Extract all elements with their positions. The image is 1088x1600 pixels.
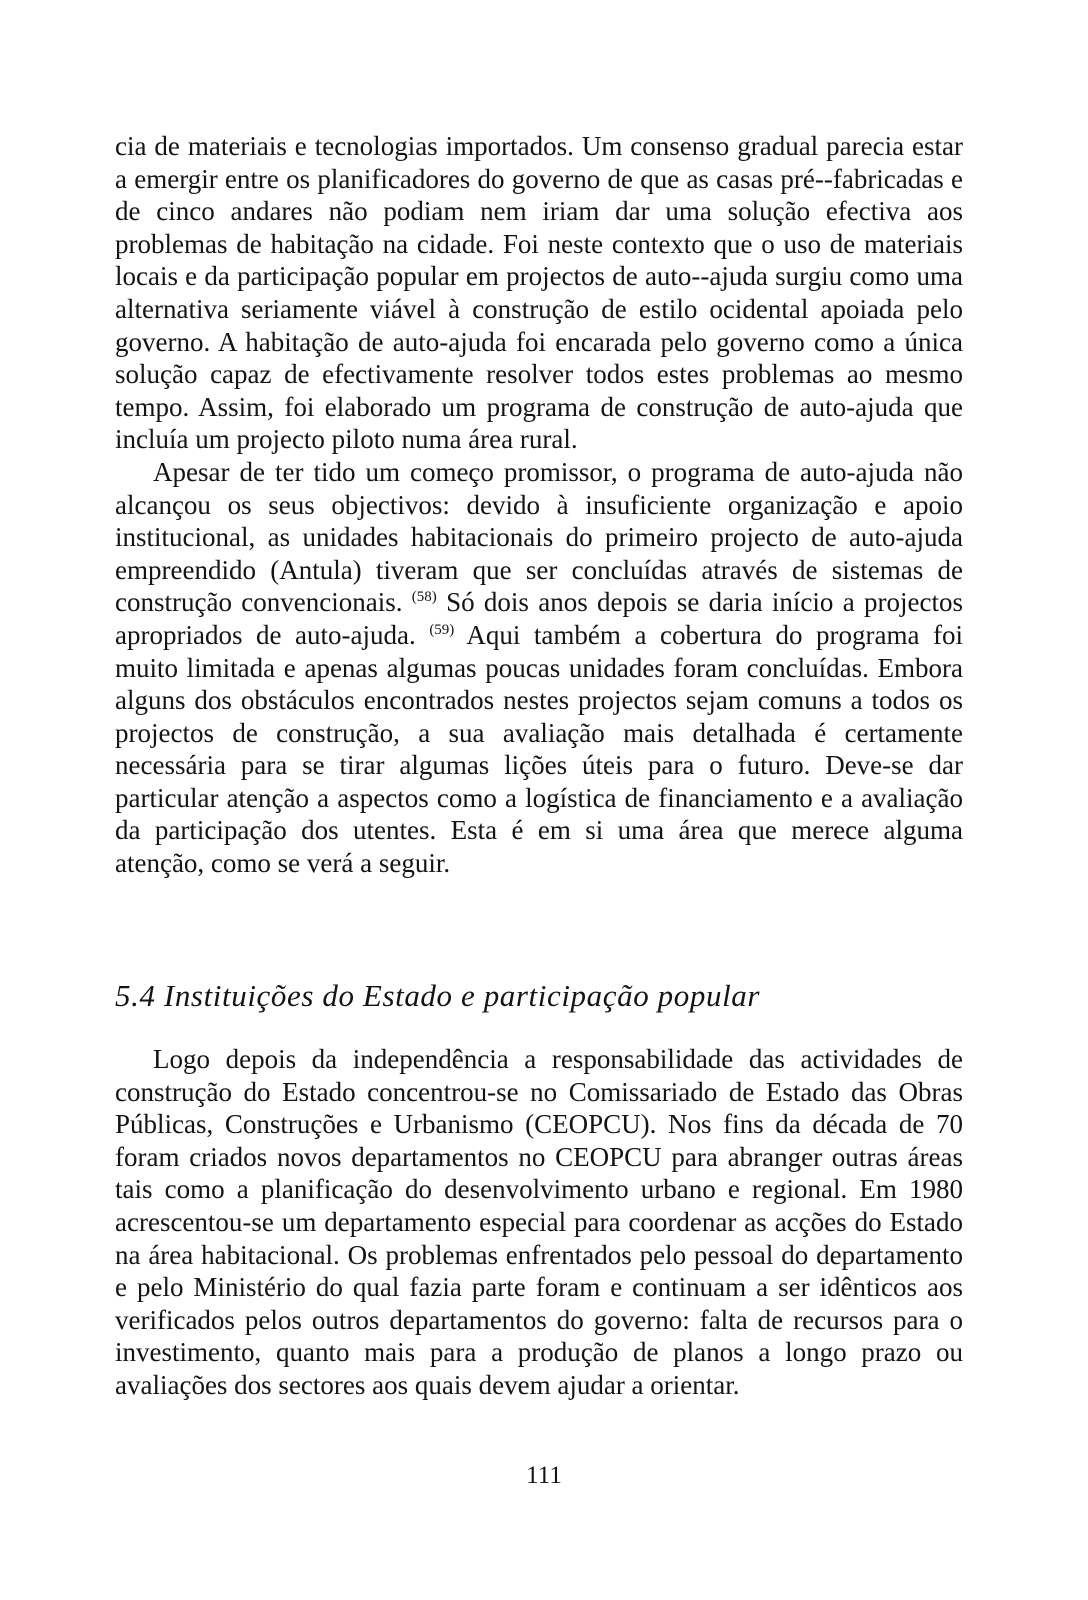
paragraph-text: Apesar de ter tido um começo promissor, o programa de auto-ajuda não alcançou os seus objectivos: devido à insuficiente organização e apoio institucional, as unidades habitacionais do primeiro projecto de auto-ajuda empreendido (Antula) tiveram que ser concluídas através de sistemas de construção convencionais. (115, 456, 963, 618)
paragraph-state-institutions: Logo depois da independência a responsabilidade das actividades de construção do Estado concentrou-se no Comissariado de Estado das Obras Públicas, Construções e Urbanismo (CEOPCU). Nos fins da década de 70 foram criados novos departamentos no CEOPCU para abranger outras áreas tais como a planificação do desenvolvimento urbano e regional. Em 1980 acrescentou-se um departamento especial para coordenar as acções do Estado na área habitacional. Os problemas enfrentados pelo pessoal do departamento e pelo Ministério do qual fazia parte foram e continuam a ser idênticos aos verificados pelos outros departamentos do governo: falta de recursos para o investimento, quanto mais para a produção de planos a longo prazo ou avaliações dos sectores aos quais devem ajudar a orientar. (115, 1044, 963, 1400)
page-number: 111 (526, 1462, 562, 1489)
section-heading: 5.4 Instituições do Estado e participação popular (115, 978, 761, 1013)
text-block-bottom (115, 1043, 963, 1402)
paragraph-text: Aqui também a cobertura do programa foi muito limitada e apenas algumas poucas unidades foram concluídas. Embora alguns dos obstáculos encontrados nestes projectos sejam comuns a todos os projectos de construção, a sua avaliação mais detalhada é certamente necessária para se tirar algumas lições úteis para o futuro. Deve-se dar particular atenção a aspectos como a logística de financiamento e a avaliação da participação dos utentes. Esta é em si uma área que merece alguma atenção, como se verá a seguir. (115, 619, 964, 879)
footnote-ref-59: (59) (429, 621, 455, 638)
paragraph-continuation: cia de materiais e tecnologias importados. Um consenso gradual parecia estar a emergir entre os planificadores do governo de que as casas pré--fabricadas e de cinco andares não podiam nem iriam dar uma solução efectiva aos problemas de habitação na cidade. Foi neste contexto que o uso de materiais locais e da participação popular em projectos de auto--ajuda surgiu como uma alternativa seriamente viável à construção de estilo ocidental apoiada pelo governo. A habitação de auto-ajuda foi encarada pelo governo como a única solução capaz de efectivamente resolver todos estes problemas ao mesmo tempo. Assim, foi elaborado um programa de construção de auto-ajuda que incluía um projecto piloto numa área rural. (115, 131, 963, 455)
paragraph-self-help-program (115, 456, 963, 880)
text-block-top (115, 130, 963, 880)
footnote-ref-58: (58) (411, 589, 437, 606)
paragraph-text: Só dois anos depois se daria início a projectos apropriados de auto-ajuda. (115, 587, 963, 650)
